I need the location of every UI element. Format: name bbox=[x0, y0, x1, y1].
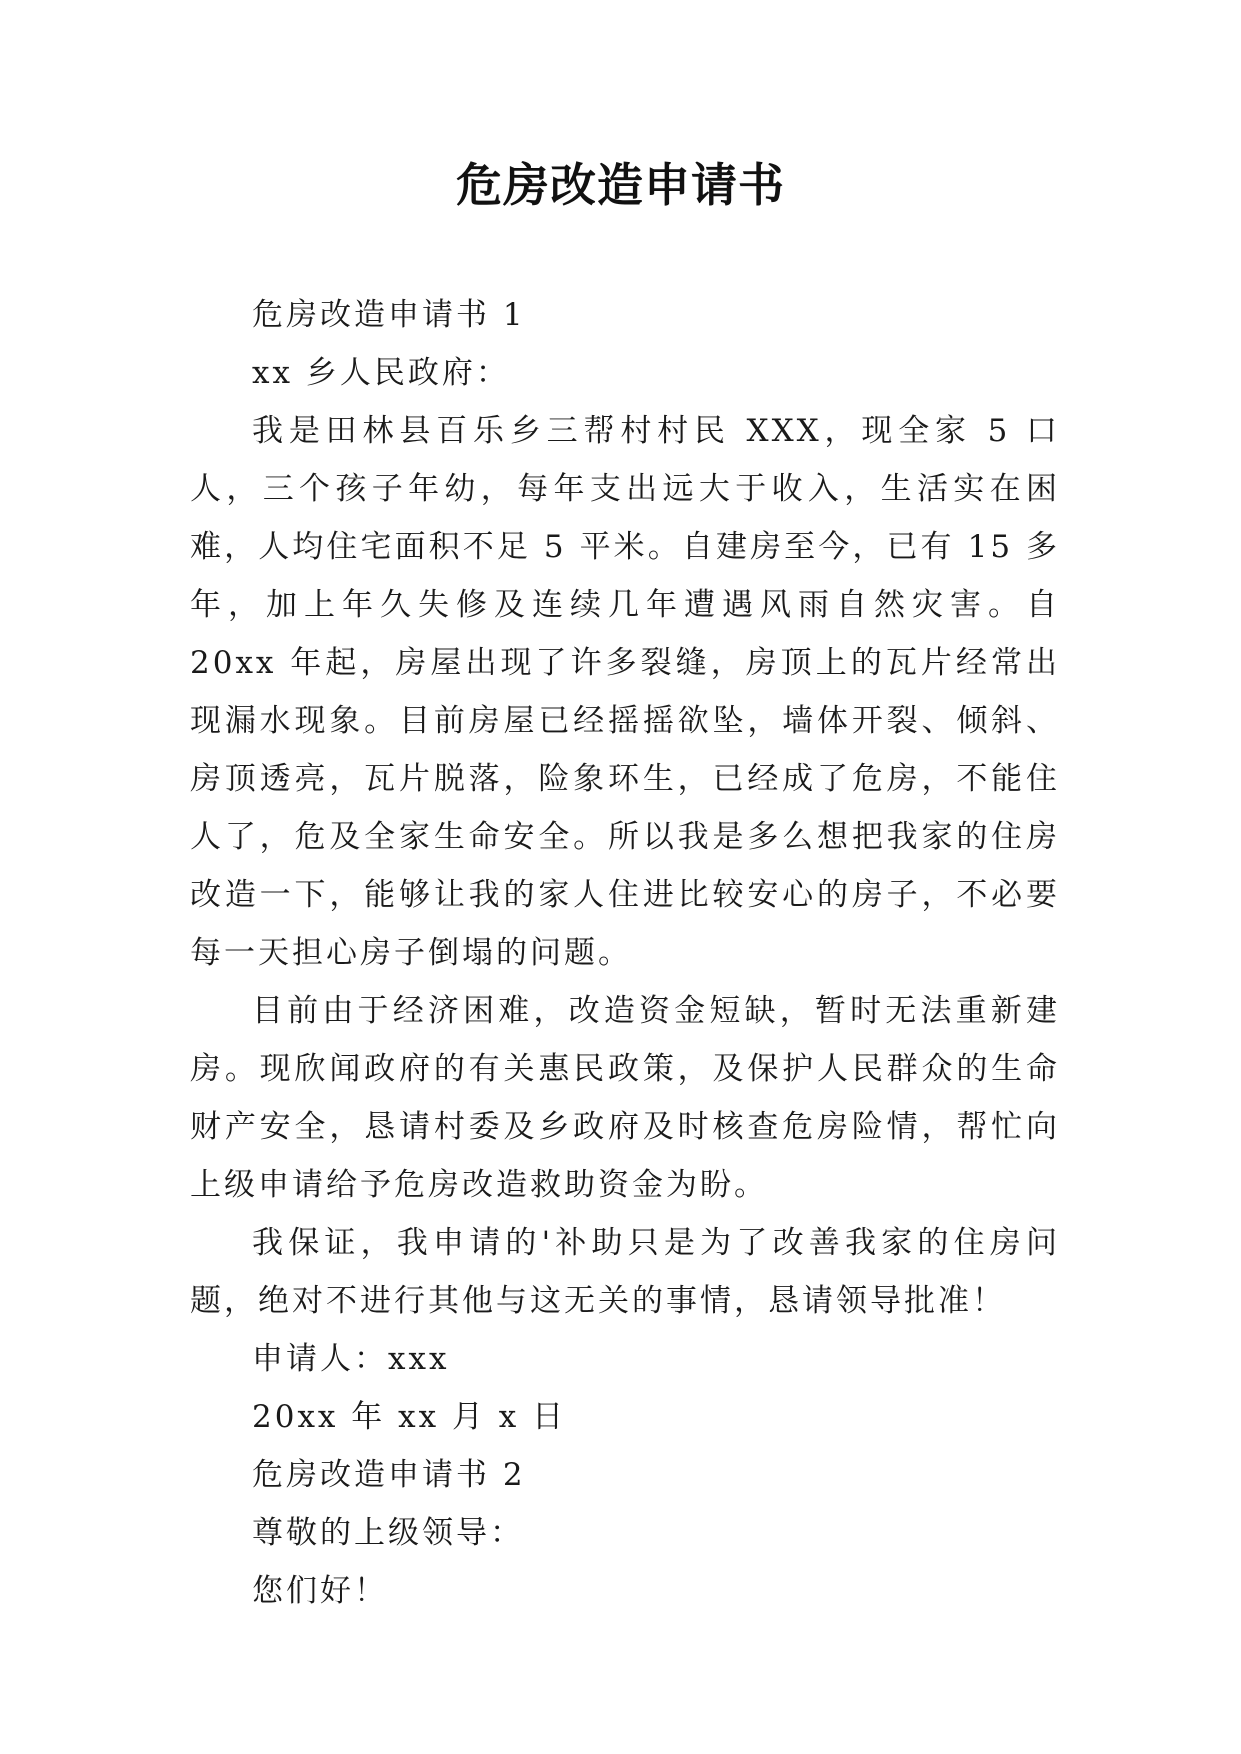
document-title: 危房改造申请书 bbox=[456, 158, 785, 212]
application-date: 20xx 年 xx 月 x 日 bbox=[252, 1399, 567, 1435]
salutation-2: 尊敬的上级领导： bbox=[252, 1515, 524, 1551]
paragraph-situation: 我是田林县百乐乡三帮村村民 XXX，现全家 5 口人，三个孩子年幼，每年支出远大于收入，生活实在困难，人均住宅面积不足 5 平米。自建房至今，已有 15 多年，加上年久失修及连续几年遭遇风雨自然灾害。自 20xx 年起，房屋出现了许多裂缝，房顶上的瓦片经常出现漏水现象。目前房屋已经摇摇欲坠，墙体开裂、倾斜、房顶透亮，瓦片脱落，险象环生，已经成了危房，不能住人了，危及全家生命安全。所以我是多么想把我家的住房改造一下，能够让我的家人住进比较安心的房子，不必要每一天担心房子倒塌的问题。 bbox=[190, 413, 1060, 971]
section-heading-2: 危房改造申请书 2 bbox=[252, 1457, 526, 1493]
paragraph-guarantee: 我保证，我申请的'补助只是为了改善我家的住房问题，绝对不进行其他与这无关的事情，恳请领导批准！ bbox=[190, 1225, 1060, 1319]
salutation: xx 乡人民政府： bbox=[252, 355, 510, 391]
applicant-signature: 申请人：xxx bbox=[252, 1341, 450, 1377]
greeting: 您们好！ bbox=[252, 1573, 388, 1609]
paragraph-request: 目前由于经济困难，改造资金短缺，暂时无法重新建房。现欣闻政府的有关惠民政策，及保护人民群众的生命财产安全，恳请村委及乡政府及时核查危房险情，帮忙向上级申请给予危房改造救助资金为盼。 bbox=[190, 993, 1060, 1203]
section-heading-1: 危房改造申请书 1 bbox=[252, 297, 526, 333]
document-body bbox=[190, 286, 1060, 1620]
